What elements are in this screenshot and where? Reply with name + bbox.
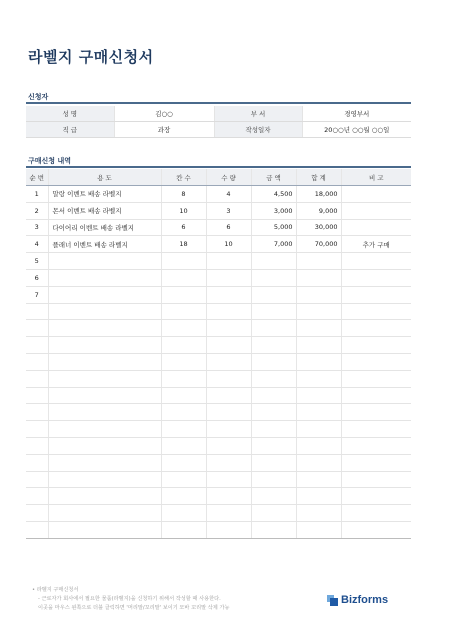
cell-seq[interactable]: 4: [26, 236, 48, 253]
cell-amount[interactable]: [251, 320, 296, 337]
cell-cells[interactable]: [161, 505, 206, 522]
cell-amount[interactable]: [251, 437, 296, 454]
cell-purpose[interactable]: 몬서 이벤트 배송 라벨지: [48, 202, 161, 219]
cell-total[interactable]: [296, 421, 341, 438]
cell-purpose[interactable]: [48, 320, 161, 337]
table-row: [26, 236, 411, 253]
cell-total[interactable]: [296, 303, 341, 320]
table-row: [26, 186, 411, 203]
table-row: [26, 437, 411, 454]
cell-cells[interactable]: [161, 488, 206, 505]
cell-remarks[interactable]: [341, 269, 411, 286]
cell-remarks[interactable]: [341, 404, 411, 421]
cell-amount[interactable]: [251, 286, 296, 303]
cell-total[interactable]: [296, 253, 341, 270]
table-row: [26, 404, 411, 421]
header-quantity: 수 량: [206, 169, 251, 186]
cell-cells[interactable]: [161, 437, 206, 454]
cell-quantity[interactable]: [206, 471, 251, 488]
footer-notes: [32, 586, 229, 613]
cell-quantity[interactable]: [206, 269, 251, 286]
cell-quantity[interactable]: [206, 353, 251, 370]
bizforms-logo-icon: [327, 595, 338, 606]
footer-description: - 근로자가 회사에서 필요한 물품(라벨지)을 신청하기 위해서 작성할 때 사용한다.: [38, 596, 221, 602]
applicant-section-label: 신청자: [28, 93, 49, 101]
cell-seq[interactable]: [26, 353, 48, 370]
cell-amount[interactable]: 4,500: [251, 186, 296, 203]
cell-purpose[interactable]: [48, 471, 161, 488]
cell-amount[interactable]: [251, 337, 296, 354]
cell-amount[interactable]: [251, 454, 296, 471]
cell-total[interactable]: [296, 505, 341, 522]
table-row: [26, 286, 411, 303]
header-cells: 칸 수: [161, 169, 206, 186]
header-seq: 순 번: [26, 169, 48, 186]
brand-name: Bizforms: [341, 594, 389, 606]
cell-cells[interactable]: [161, 387, 206, 404]
cell-purpose[interactable]: [48, 421, 161, 438]
cell-total[interactable]: 18,000: [296, 186, 341, 203]
cell-amount[interactable]: [251, 471, 296, 488]
cell-cells[interactable]: [161, 353, 206, 370]
applicant-section-divider: [26, 102, 411, 104]
cell-purpose[interactable]: [48, 404, 161, 421]
cell-remarks[interactable]: [341, 387, 411, 404]
bizforms-logo: [327, 594, 388, 606]
cell-remarks[interactable]: [341, 253, 411, 270]
cell-purpose[interactable]: 다이어리 이벤트 배송 라벨지: [48, 219, 161, 236]
cell-remarks[interactable]: [341, 337, 411, 354]
table-row: [26, 353, 411, 370]
cell-purpose[interactable]: [48, 286, 161, 303]
date-value[interactable]: 20○○년 ○○월 ○○일: [302, 122, 411, 138]
cell-remarks[interactable]: [341, 521, 411, 538]
cell-purpose[interactable]: 플래너 이벤트 배송 라벨지: [48, 236, 161, 253]
cell-quantity[interactable]: [206, 437, 251, 454]
cell-purpose[interactable]: [48, 505, 161, 522]
header-purpose: 용 도: [48, 169, 161, 186]
cell-remarks[interactable]: [341, 488, 411, 505]
cell-seq[interactable]: [26, 488, 48, 505]
cell-purpose[interactable]: [48, 303, 161, 320]
cell-total[interactable]: [296, 269, 341, 286]
department-value[interactable]: 경영부서: [302, 106, 411, 122]
cell-total[interactable]: [296, 353, 341, 370]
cell-amount[interactable]: [251, 269, 296, 286]
cell-total[interactable]: [296, 488, 341, 505]
cell-seq[interactable]: [26, 404, 48, 421]
cell-purpose[interactable]: 말랑 이벤트 배송 라벨지: [48, 186, 161, 203]
cell-cells[interactable]: [161, 404, 206, 421]
table-row: [26, 253, 411, 270]
cell-total[interactable]: [296, 404, 341, 421]
cell-cells[interactable]: [161, 521, 206, 538]
cell-purpose[interactable]: [48, 488, 161, 505]
cell-amount[interactable]: [251, 387, 296, 404]
cell-total[interactable]: [296, 387, 341, 404]
cell-cells[interactable]: [161, 471, 206, 488]
cell-purpose[interactable]: [48, 387, 161, 404]
purchase-section-divider: [26, 166, 411, 168]
cell-quantity[interactable]: [206, 505, 251, 522]
cell-purpose[interactable]: [48, 454, 161, 471]
cell-quantity[interactable]: [206, 404, 251, 421]
cell-seq[interactable]: 1: [26, 186, 48, 203]
cell-total[interactable]: 30,000: [296, 219, 341, 236]
table-row: [26, 320, 411, 337]
cell-amount[interactable]: [251, 303, 296, 320]
cell-cells[interactable]: [161, 370, 206, 387]
cell-seq[interactable]: [26, 303, 48, 320]
cell-total[interactable]: [296, 437, 341, 454]
cell-purpose[interactable]: [48, 437, 161, 454]
table-row: [26, 303, 411, 320]
cell-purpose[interactable]: [48, 269, 161, 286]
cell-amount[interactable]: 5,000: [251, 219, 296, 236]
cell-total[interactable]: [296, 471, 341, 488]
cell-total[interactable]: 9,000: [296, 202, 341, 219]
cell-remarks[interactable]: [341, 454, 411, 471]
cell-quantity[interactable]: [206, 421, 251, 438]
cell-cells[interactable]: 18: [161, 236, 206, 253]
header-total: 합 계: [296, 169, 341, 186]
cell-seq[interactable]: [26, 387, 48, 404]
cell-cells[interactable]: [161, 253, 206, 270]
cell-quantity[interactable]: [206, 488, 251, 505]
cell-total[interactable]: [296, 454, 341, 471]
cell-cells[interactable]: 8: [161, 186, 206, 203]
cell-remarks[interactable]: [341, 320, 411, 337]
table-row: [26, 471, 411, 488]
cell-quantity[interactable]: 10: [206, 236, 251, 253]
cell-remarks[interactable]: [341, 471, 411, 488]
applicant-row: [26, 106, 411, 122]
cell-cells[interactable]: [161, 269, 206, 286]
table-row: [26, 505, 411, 522]
cell-total[interactable]: [296, 337, 341, 354]
purchase-table: [26, 169, 411, 539]
cell-quantity[interactable]: 4: [206, 186, 251, 203]
applicant-table: [26, 106, 411, 138]
cell-total[interactable]: [296, 521, 341, 538]
cell-seq[interactable]: [26, 320, 48, 337]
cell-remarks[interactable]: [341, 437, 411, 454]
cell-remarks[interactable]: [341, 219, 411, 236]
cell-remarks[interactable]: [341, 370, 411, 387]
table-row: [26, 202, 411, 219]
table-row: [26, 370, 411, 387]
cell-amount[interactable]: [251, 421, 296, 438]
cell-seq[interactable]: [26, 370, 48, 387]
cell-quantity[interactable]: [206, 387, 251, 404]
cell-quantity[interactable]: 6: [206, 219, 251, 236]
cell-remarks[interactable]: [341, 353, 411, 370]
table-row: [26, 269, 411, 286]
cell-seq[interactable]: 5: [26, 253, 48, 270]
cell-amount[interactable]: [251, 370, 296, 387]
cell-purpose[interactable]: [48, 353, 161, 370]
cell-quantity[interactable]: [206, 253, 251, 270]
table-row: [26, 387, 411, 404]
purchase-header-row: [26, 169, 411, 186]
cell-quantity[interactable]: 3: [206, 202, 251, 219]
table-row: [26, 521, 411, 538]
cell-remarks[interactable]: [341, 286, 411, 303]
cell-cells[interactable]: 6: [161, 219, 206, 236]
cell-purpose[interactable]: [48, 370, 161, 387]
cell-purpose[interactable]: [48, 337, 161, 354]
cell-remarks[interactable]: [341, 303, 411, 320]
position-label: 직 급: [26, 122, 114, 138]
cell-cells[interactable]: [161, 286, 206, 303]
table-row: [26, 488, 411, 505]
purchase-section-label: 구매신청 내역: [28, 157, 72, 165]
cell-seq[interactable]: 3: [26, 219, 48, 236]
header-remarks: 비 고: [341, 169, 411, 186]
cell-amount[interactable]: [251, 521, 296, 538]
document-title: 라벨지 구매신청서: [28, 48, 154, 66]
table-row: [26, 454, 411, 471]
cell-seq[interactable]: [26, 521, 48, 538]
cell-quantity[interactable]: [206, 337, 251, 354]
cell-seq[interactable]: [26, 437, 48, 454]
cell-total[interactable]: [296, 370, 341, 387]
cell-amount[interactable]: [251, 505, 296, 522]
cell-seq[interactable]: [26, 421, 48, 438]
cell-remarks[interactable]: 추가 구매: [341, 236, 411, 253]
name-value[interactable]: 김○○: [114, 106, 214, 122]
cell-cells[interactable]: [161, 337, 206, 354]
cell-cells[interactable]: [161, 303, 206, 320]
table-row: [26, 421, 411, 438]
cell-remarks[interactable]: [341, 421, 411, 438]
cell-quantity[interactable]: [206, 521, 251, 538]
cell-amount[interactable]: [251, 353, 296, 370]
cell-quantity[interactable]: [206, 303, 251, 320]
cell-purpose[interactable]: [48, 253, 161, 270]
cell-seq[interactable]: 2: [26, 202, 48, 219]
cell-amount[interactable]: [251, 488, 296, 505]
cell-seq[interactable]: [26, 471, 48, 488]
cell-cells[interactable]: [161, 320, 206, 337]
name-label: 성 명: [26, 106, 114, 122]
date-label: 작성일자: [214, 122, 302, 138]
cell-seq[interactable]: 6: [26, 269, 48, 286]
cell-seq[interactable]: [26, 337, 48, 354]
cell-amount[interactable]: 7,000: [251, 236, 296, 253]
cell-seq[interactable]: 7: [26, 286, 48, 303]
cell-cells[interactable]: 10: [161, 202, 206, 219]
footer-title: • 라벨지 구매신청서: [32, 587, 79, 593]
cell-remarks[interactable]: [341, 202, 411, 219]
cell-remarks[interactable]: [341, 505, 411, 522]
cell-remarks[interactable]: [341, 186, 411, 203]
cell-amount[interactable]: [251, 253, 296, 270]
cell-cells[interactable]: [161, 421, 206, 438]
department-label: 부 서: [214, 106, 302, 122]
cell-total[interactable]: 70,000: [296, 236, 341, 253]
header-amount: 금 액: [251, 169, 296, 186]
cell-total[interactable]: [296, 320, 341, 337]
cell-amount[interactable]: [251, 404, 296, 421]
table-row: [26, 219, 411, 236]
footer-instruction: 이곳을 마우스 왼쪽으로 더블 클릭하면 '머리말/꼬리말' 보이기 모바 꼬리말 삭제 가능: [38, 605, 230, 611]
position-value[interactable]: 과장: [114, 122, 214, 138]
cell-quantity[interactable]: [206, 320, 251, 337]
cell-cells[interactable]: [161, 454, 206, 471]
cell-purpose[interactable]: [48, 521, 161, 538]
cell-amount[interactable]: 3,000: [251, 202, 296, 219]
table-row: [26, 337, 411, 354]
cell-seq[interactable]: [26, 454, 48, 471]
cell-quantity[interactable]: [206, 454, 251, 471]
cell-quantity[interactable]: [206, 370, 251, 387]
cell-quantity[interactable]: [206, 286, 251, 303]
applicant-row: [26, 122, 411, 138]
cell-seq[interactable]: [26, 505, 48, 522]
cell-total[interactable]: [296, 286, 341, 303]
